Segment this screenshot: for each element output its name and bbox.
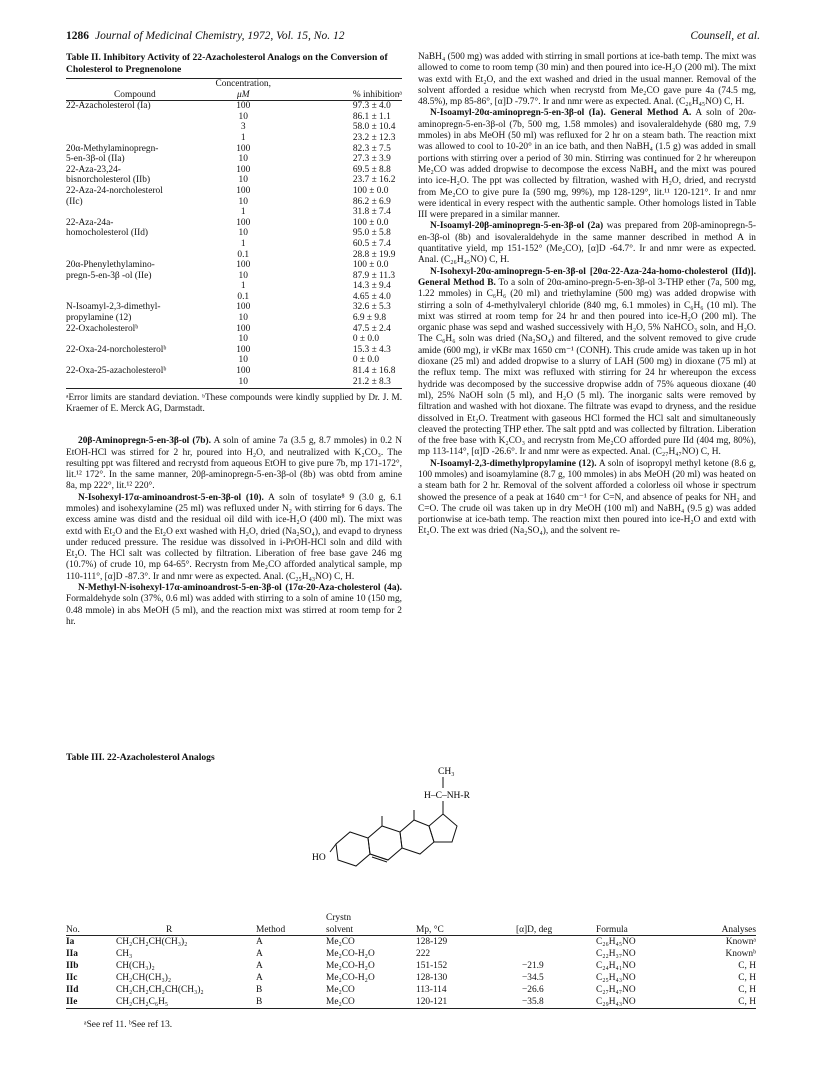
table3-footnote: ᵃSee ref 11. ᵇSee ref 13. bbox=[84, 1020, 173, 1030]
t2-cell-compound bbox=[66, 122, 204, 133]
t3-header-alpha: [α]D, deg bbox=[516, 923, 596, 936]
t3-header-crystn2: solvent bbox=[326, 923, 416, 936]
t2-cell-concentration: 100 bbox=[236, 143, 251, 154]
t3-cell-no: Ia bbox=[66, 937, 75, 947]
paragraph-heading: 20β-Aminopregn-5-en-3β-ol (7b). bbox=[78, 436, 211, 447]
table2-row bbox=[66, 239, 402, 250]
t2-cell-inhibition: 4.65 ± 4.0 bbox=[352, 291, 391, 302]
table2-body bbox=[66, 101, 402, 389]
t2-cell-inhibition: 14.3 ± 9.4 bbox=[352, 281, 391, 292]
t3-cell-r: CH₂CH(CH₃)₂ bbox=[116, 973, 172, 983]
t2-cell-concentration: 10 bbox=[238, 196, 248, 207]
t3-cell-method: A bbox=[256, 961, 263, 971]
t2-cell-compound: 22-Oxa-24-norcholesterolᵇ bbox=[66, 344, 167, 355]
t2-cell-compound: (IIc) bbox=[66, 196, 83, 207]
table2-row bbox=[66, 122, 402, 133]
t3-cell-solvent: Me₂CO bbox=[326, 985, 355, 995]
t3-cell-mp: 113-114 bbox=[416, 985, 447, 995]
right-column bbox=[418, 52, 756, 538]
t2-cell-concentration: 100 bbox=[236, 185, 251, 196]
table2-row bbox=[66, 345, 402, 356]
t2-cell-compound bbox=[66, 355, 204, 366]
t2-cell-inhibition: 82.3 ± 7.5 bbox=[352, 143, 391, 154]
table2-row bbox=[66, 218, 402, 229]
t2-cell-inhibition: 15.3 ± 4.3 bbox=[352, 344, 391, 355]
t3-cell-alpha bbox=[516, 936, 596, 949]
t2-cell-compound bbox=[66, 281, 204, 292]
t2-cell-inhibition: 21.2 ± 8.3 bbox=[283, 377, 402, 389]
t3-cell-formula: C₂₅H₄₃NO bbox=[596, 973, 636, 983]
paragraph-heading: N-Isohexyl-20α-aminopregn-5-en-3β-ol [20α-22-Aza-24a-homo-cholesterol (IId)]. General Method B. bbox=[418, 266, 756, 288]
t2-header-conc2: μM bbox=[204, 90, 283, 101]
t2-cell-compound bbox=[66, 334, 204, 345]
t3-cell-no: IIc bbox=[66, 973, 78, 983]
t2-cell-compound: 22-Azacholesterol (Ia) bbox=[66, 101, 151, 112]
table2 bbox=[66, 79, 402, 389]
paragraph-text: Formaldehyde soln (37%, 0.6 ml) was added with stirring to a soln of amine 10 (150 mg, 0.48 mmole) in abs MeOH (5 ml), and the reaction mixt was stirred at room temp for 2 hr. bbox=[66, 594, 402, 627]
t2-cell-compound: 20α-Phenylethylamino- bbox=[66, 260, 155, 271]
t2-cell-compound bbox=[66, 239, 204, 250]
author-header: Counsell, et al. bbox=[690, 30, 760, 42]
t3-header-crystn1: Crystn bbox=[326, 913, 352, 923]
t2-cell-inhibition: 86.2 ± 6.9 bbox=[352, 196, 391, 207]
t2-cell-inhibition: 6.9 ± 9.8 bbox=[352, 313, 387, 324]
table3-row bbox=[66, 996, 756, 1009]
t2-cell-concentration: 10 bbox=[238, 228, 248, 239]
t3-cell-mp: 120-121 bbox=[416, 996, 516, 1009]
t2-cell-inhibition: 27.3 ± 3.9 bbox=[352, 154, 391, 165]
paragraph-heading: N-Isoamyl-20α-aminopregn-5-en-3β-ol (Ia). General Method A. bbox=[430, 108, 692, 119]
paragraph-heading: N-Isoamyl-2,3-dimethylpropylamine (12). bbox=[430, 458, 597, 469]
table3-row bbox=[66, 948, 756, 960]
body-paragraph bbox=[418, 221, 756, 266]
t3-cell-mp: 128-129 bbox=[416, 937, 448, 947]
t3-header-analyses: Analyses bbox=[686, 923, 756, 936]
t2-cell-concentration: 100 bbox=[236, 366, 251, 377]
table2-row bbox=[66, 355, 402, 366]
struct-ch3-label: CH₃ bbox=[438, 767, 455, 777]
t3-cell-r: CH₂CH₂C₆H₅ bbox=[116, 996, 256, 1009]
t2-cell-inhibition: 69.5 ± 8.8 bbox=[352, 164, 391, 175]
table2-row bbox=[66, 133, 402, 144]
t3-cell-analyses: C, H bbox=[686, 996, 756, 1009]
table3-row bbox=[66, 972, 756, 984]
paragraph-heading: N-Isoamyl-20β-aminopregn-5-en-3β-ol (2a) bbox=[430, 221, 604, 232]
table3-row bbox=[66, 960, 756, 972]
t2-cell-inhibition: 100 ± 0.0 bbox=[352, 185, 389, 196]
t3-cell-solvent: Me₂CO-H₂O bbox=[326, 961, 375, 971]
t3-cell-method: B bbox=[256, 985, 263, 995]
t2-cell-compound: 22-Oxacholesterolᵇ bbox=[66, 323, 139, 334]
body-paragraph bbox=[418, 52, 756, 108]
table2-row bbox=[66, 366, 402, 377]
table3-row bbox=[66, 984, 756, 996]
t2-cell-concentration: 0.1 bbox=[237, 291, 250, 302]
body-paragraph bbox=[418, 459, 756, 538]
t2-cell-compound: N-Isoamyl-2,3-dimethyl- bbox=[66, 302, 161, 313]
table2-row bbox=[66, 324, 402, 335]
left-column bbox=[66, 52, 402, 628]
t2-cell-compound bbox=[66, 292, 204, 303]
steroid-ring-skeleton bbox=[330, 810, 457, 866]
t2-cell-compound: homocholesterol (IId) bbox=[66, 228, 149, 239]
t2-cell-inhibition: 32.6 ± 5.3 bbox=[352, 302, 391, 313]
body-paragraph bbox=[66, 583, 402, 628]
t3-cell-r: CH₃ bbox=[116, 949, 133, 959]
t3-header-formula: Formula bbox=[596, 923, 686, 936]
t3-cell-formula: C₂₆H₄₅NO bbox=[596, 937, 636, 947]
t2-cell-concentration: 10 bbox=[238, 175, 248, 186]
t2-cell-compound: bisnorcholesterol (IIb) bbox=[66, 175, 151, 186]
t2-cell-inhibition: 100 ± 0.0 bbox=[352, 260, 389, 271]
t2-cell-compound: 20α-Methylaminopregn- bbox=[66, 143, 159, 154]
t3-cell-alpha: −21.9 bbox=[522, 961, 544, 971]
left-body-text bbox=[66, 436, 402, 628]
t3-cell-no: IIb bbox=[66, 961, 79, 971]
table2-row bbox=[66, 165, 402, 176]
table2-row bbox=[66, 302, 402, 313]
t3-cell-solvent: Me₂CO bbox=[326, 937, 355, 947]
t2-cell-inhibition: 100 ± 0.0 bbox=[352, 217, 389, 228]
body-paragraph bbox=[418, 108, 756, 221]
table2-row bbox=[66, 271, 402, 282]
t2-cell-concentration: 10 bbox=[238, 313, 248, 324]
t2-cell-inhibition: 23.7 ± 16.2 bbox=[352, 175, 396, 186]
t2-cell-inhibition: 0 ± 0.0 bbox=[352, 355, 380, 366]
t3-cell-formula: C₂₂H₃₇NO bbox=[596, 949, 636, 959]
t3-cell-solvent: Me₂CO-H₂O bbox=[326, 973, 375, 983]
t3-cell-solvent: Me₂CO-H₂O bbox=[326, 949, 375, 959]
table3 bbox=[66, 911, 756, 1009]
body-paragraph bbox=[66, 436, 402, 492]
t3-cell-analyses: C, H bbox=[738, 961, 756, 971]
paragraph-heading: N-Methyl-N-isohexyl-17α-aminoandrost-5-en-3β-ol (17α-20-Aza-cholesterol (4a). bbox=[78, 583, 402, 594]
body-paragraph bbox=[66, 493, 402, 583]
table3-caption: Table III. 22-Azacholesterol Analogs bbox=[66, 752, 215, 763]
t2-cell-concentration: 1 bbox=[240, 207, 246, 218]
t2-cell-concentration: 100 bbox=[236, 260, 251, 271]
t2-cell-inhibition: 47.5 ± 2.4 bbox=[352, 323, 391, 334]
t2-cell-concentration: 3 bbox=[240, 122, 246, 133]
t3-cell-formula: C₂₉H₄₃NO bbox=[596, 996, 686, 1009]
paragraph-text: A soln of isopropyl methyl ketone (8.6 g, 100 mmoles) and isoamylamine (8.7 g, 100 mmoles) in abs MeOH (20 ml) was heated on a steam bath for 2 hr. Removal of the solvent afforded a colorless oil whose ir spectrum showed the presence of a peak at 1640 cm⁻¹ for C=N, and absence of peaks for NH₂ and C=O. The crude oil was taken up in dry MeOH (100 ml) and NaBH₄ (9.5 g) was added portionwise at ice-bath temp. The reaction mixt then poured into ice-H₂O and extd with Et₂O. The ext was dried (Na₂SO₄), and the solvent re- bbox=[418, 458, 756, 537]
t2-cell-inhibition: 60.5 ± 7.4 bbox=[352, 238, 391, 249]
paragraph-text: A soln of tosylate⁸ 9 (3.0 g, 6.1 mmoles) and isohexylamine (25 ml) was refluxed under N₂ with stirring for 6 days. The excess amine was distd and the residual oil dild with ice-H₂O (400 ml). The mixt was extd with Et₂O and the Et₂O ext washed with H₂O, dried (Na₂SO₄), and evapd to dryness under reduced pressure. The residue was dissolved in i-PrOH-HCl soln and dild with Et₂O. The HCl salt was collected by filtration. Liberation of free base gave 246 mg (10.7%) of crude 10, mp 64-65°. Recrystn from Me₂CO afforded analytical sample, mp 110-111°, [α]D -87.3°. Ir and nmr were as expected. Anal. (C₂₅H₄₃NO) C, H. bbox=[66, 492, 402, 582]
t2-cell-compound bbox=[66, 112, 204, 123]
t3-cell-formula: C₂₄H₄₁NO bbox=[596, 961, 636, 971]
t2-cell-concentration: 10 bbox=[238, 154, 248, 165]
t2-cell-inhibition: 86.1 ± 1.1 bbox=[352, 111, 391, 122]
t2-cell-inhibition: 31.8 ± 7.4 bbox=[352, 207, 391, 218]
t3-cell-no: IId bbox=[66, 985, 79, 995]
t2-cell-concentration: 10 bbox=[238, 355, 248, 366]
t3-cell-no: IIe bbox=[66, 996, 116, 1009]
t2-cell-concentration: 10 bbox=[238, 111, 248, 122]
t3-cell-analyses: Knownᵇ bbox=[725, 949, 756, 959]
table2-row bbox=[66, 281, 402, 292]
t3-cell-method: A bbox=[256, 973, 263, 983]
t2-cell-inhibition: 58.0 ± 10.4 bbox=[352, 122, 396, 133]
t2-cell-compound: propylamine (12) bbox=[66, 313, 132, 324]
t3-cell-mp: 128-130 bbox=[416, 973, 448, 983]
t3-header-mp: Mp, °C bbox=[416, 923, 516, 936]
paragraph-heading: N-Isohexyl-17α-aminoandrost-5-en-3β-ol (10). bbox=[78, 492, 264, 503]
table2-row bbox=[66, 197, 402, 208]
t2-cell-concentration: 1 bbox=[240, 281, 246, 292]
t2-cell-inhibition: 81.4 ± 16.8 bbox=[352, 366, 396, 377]
t3-cell-r: CH₂CH₂CH₂CH(CH₃)₂ bbox=[116, 985, 204, 995]
t2-cell-compound: 5-en-3β-ol (IIa) bbox=[66, 154, 125, 165]
t3-cell-alpha: −35.8 bbox=[516, 996, 596, 1009]
t2-cell-compound bbox=[66, 250, 204, 261]
t2-header-inhibition: % inhibitionᵃ bbox=[283, 90, 402, 101]
t3-cell-solvent: Me₂CO bbox=[326, 996, 416, 1009]
t2-header-compound: Compound bbox=[66, 90, 204, 101]
t2-cell-inhibition: 23.2 ± 12.3 bbox=[352, 132, 396, 143]
t3-cell-analyses: Knownᵃ bbox=[725, 937, 756, 947]
table2-row bbox=[66, 313, 402, 324]
table2-row bbox=[66, 186, 402, 197]
table2-row bbox=[66, 112, 402, 123]
journal-name: Journal of Medicinal Chemistry, 1972, Vol. 15, No. 12 bbox=[95, 30, 345, 42]
t2-cell-concentration: 10 bbox=[204, 377, 283, 389]
t2-cell-compound: 22-Aza-23,24- bbox=[66, 164, 121, 175]
t3-cell-analyses: C, H bbox=[738, 985, 756, 995]
t2-cell-compound bbox=[66, 207, 204, 218]
table2-row bbox=[66, 228, 402, 239]
t2-cell-concentration: 100 bbox=[236, 164, 251, 175]
t3-cell-alpha: −34.5 bbox=[522, 973, 544, 983]
t2-cell-concentration: 10 bbox=[238, 334, 248, 345]
table2-row bbox=[66, 207, 402, 218]
t2-cell-inhibition: 0 ± 0.0 bbox=[352, 334, 380, 345]
t2-cell-concentration: 100 bbox=[236, 302, 251, 313]
paragraph-text: NaBH₄ (500 mg) was added with stirring in small portions at ice-bath temp. The mixt was allowed to come to room temp (30 min) and then poured into ice-H₂O (200 ml). The mixt was extd with Et₂O, and the ext washed and dried in the usual manner. Removal of the solvent afforded a residue which when recrystd from Me₂CO gave pure 4a (74.5 mg, 48.5%), mp 85-86°, [α]D -79.7°. Ir and nmr were as expected. Anal. (C₂₆H₄₅NO) C, H. bbox=[418, 52, 756, 108]
running-header bbox=[66, 30, 760, 46]
table2-caption: Table II. Inhibitory Activity of 22-Azacholesterol Analogs on the Conversion of Cholesterol to Pregnenolone bbox=[66, 52, 388, 75]
t3-cell-r: CH(CH₃)₂ bbox=[116, 961, 155, 971]
t2-cell-concentration: 1 bbox=[240, 132, 246, 143]
t2-cell-compound bbox=[66, 377, 204, 389]
body-paragraph bbox=[418, 267, 756, 459]
t2-cell-compound: 22-Aza-24-norcholesterol bbox=[66, 185, 163, 196]
t2-cell-compound bbox=[66, 133, 204, 144]
t2-cell-inhibition: 28.8 ± 19.9 bbox=[352, 249, 396, 260]
t2-cell-concentration: 100 bbox=[236, 344, 251, 355]
t3-cell-r: CH₂CH₂CH(CH₃)₂ bbox=[116, 937, 188, 947]
table2-footnote: ᵃError limits are standard deviation. ᵇThese compounds were kindly supplied by Dr. J. M. Kraemer of E. Merck AG, Darmstadt. bbox=[66, 392, 402, 414]
t2-cell-inhibition: 97.3 ± 4.0 bbox=[352, 101, 391, 112]
t2-cell-inhibition: 87.9 ± 11.3 bbox=[352, 270, 396, 281]
t3-cell-formula: C₂₇H₄₇NO bbox=[596, 985, 636, 995]
t2-cell-concentration: 100 bbox=[236, 101, 251, 112]
table2-row bbox=[66, 175, 402, 186]
table3-body bbox=[66, 936, 756, 1009]
t2-cell-compound: 22-Aza-24a- bbox=[66, 217, 114, 228]
t3-cell-alpha bbox=[516, 948, 596, 960]
table2-row bbox=[66, 101, 402, 112]
paragraph-text: A soln of amine 7a (3.5 g, 8.7 mmoles) in 0.2 N EtOH-HCl was stirred for 2 hr, poured into H₂O, and neutralized with K₂CO₃. The resulting ppt was filtered and recrystd from aqueous EtOH to give pure 7b, mp 171-172°, lit.¹² 172°. In the same manner, 20β-aminopregn-5-en-3β-ol (8b) was obtd from amine 8a, mp 222°, lit.¹² 220°. bbox=[66, 436, 403, 492]
struct-side-chain-label: H–C–NH-R bbox=[424, 791, 470, 801]
t2-cell-concentration: 100 bbox=[236, 323, 251, 334]
table2-row bbox=[66, 377, 402, 389]
table2-row bbox=[66, 334, 402, 345]
table3-row bbox=[66, 936, 756, 949]
page-number: 1286 bbox=[66, 30, 89, 42]
t3-cell-method: A bbox=[256, 937, 263, 947]
t3-header-no: No. bbox=[66, 923, 116, 936]
t3-cell-method: A bbox=[256, 949, 263, 959]
t3-cell-mp: 151-152 bbox=[416, 961, 448, 971]
paragraph-text: A soln of 20α-aminopregn-5-en-3β-ol (7b, 500 mg, 1.58 mmoles) and isovaleraldehyde (680 mg, 7.9 mmoles) in abs MeOH (50 ml) was refluxed for 2 hr on a steam bath. The reaction mixt was allowed to cool to 10-20° in an ice bath, and then NaBH₄ (1.5 g) was added in small portions with stirring over a period of 30 min. Stirring was continued for 2 hr whereupon Me₂CO was added dropwise to decompose the excess NaBH₄ and the mixt was poured into ice-H₂O. The ppt was collected by filtration, washed with H₂O, dried, and recrystd from Me₂CO to give pure Ia (590 mg, 99%), mp 128-129°, lit.¹¹ 120-121°. Ir and nmr were identical in every respect with the authentic sample. Other homologs listed in Table III were prepared in a similar manner. bbox=[418, 108, 756, 221]
paragraph-text: was prepared from 20β-aminopregn-5-en-3β-ol (8b) and isovaleraldehyde in the same manner described in method A in quantitative yield, mp 151-152° (Me₂CO), [α]D -64.7°. Ir and nmr were as expected. Anal. (C₂₆H₄₅NO) C, H. bbox=[418, 221, 756, 266]
t3-header-method: Method bbox=[256, 923, 326, 936]
table2-row bbox=[66, 154, 402, 165]
t3-cell-mp: 222 bbox=[416, 949, 431, 959]
struct-ho-label: HO bbox=[312, 853, 326, 863]
t3-header-r: R bbox=[116, 923, 256, 936]
t2-cell-concentration: 1 bbox=[240, 238, 246, 249]
t3-cell-method: B bbox=[256, 996, 326, 1009]
table2-row bbox=[66, 144, 402, 155]
paragraph-text: To a soln of 20α-amino-pregn-5-en-3β-ol 3-THP ether (7a, 500 mg, 1.22 mmoles) in C₆H₆ (20 ml) and triethylamine (500 mg) was added dropwise with stirring a soln of 4-methylvaleryl chloride (840 mg, 6.1 mmoles) in C₆H₆ (10 ml). The mixt was stirred at room temp for 24 hr and then poured into ice-H₂O (200 ml). The organic phase was sepd and washed successively with H₂O, 5% NaHCO₃ soln, and H₂O. The C₆H₆ soln was dried (Na₂SO₄) and filtered, and the solvent removed to give crude amide (600 mg), ir νKBr max 1650 cm⁻¹ (CONH). This crude amide was taken up in hot dioxane (25 ml) and added dropwise to a slurry of LAH (500 mg) in dioxane (75 ml) at the reflux temp. The mixt was refluxed with stirring for 24 hr whereupon the excess hydride was decomposed by the successive dropwise addn of 75% aqueous dioxane (40 ml), 25% NaOH soln (5 ml), and H₂O (5 ml). The inorganic salts were removed by filtration and washed with hot dioxane. The filtrate was evapd to dryness, and the residue dissolved in Et₂O. Treatment with gaseous HCl formed the HCl salt and simultaneously cleaved the protecting THP ether. The salt pptd and was collected by filtration. Liberation of the free base with K₂CO₃ and recrystn from Me₂CO afforded pure IId (404 mg, 80%), mp 113-114°, [α]D -26.6°. Ir and nmr were as expected. Anal. (C₂₇H₄₇NO) C, H. bbox=[418, 277, 756, 458]
page-header-left bbox=[66, 30, 344, 42]
t2-header-conc1: Concentration, bbox=[215, 79, 271, 89]
t2-cell-inhibition: 95.0 ± 5.8 bbox=[352, 228, 391, 239]
steroid-structure-diagram bbox=[310, 762, 570, 912]
t3-cell-alpha: −26.6 bbox=[522, 985, 544, 995]
table2-row bbox=[66, 250, 402, 261]
t2-cell-concentration: 10 bbox=[238, 270, 248, 281]
t2-cell-compound: 22-Oxa-25-azacholesterolᵇ bbox=[66, 366, 167, 377]
t3-cell-no: IIa bbox=[66, 949, 78, 959]
table2-row bbox=[66, 292, 402, 303]
table2-row bbox=[66, 260, 402, 271]
t2-cell-concentration: 100 bbox=[236, 217, 251, 228]
t2-cell-concentration: 0.1 bbox=[237, 249, 250, 260]
t2-cell-compound: pregn-5-en-3β -ol (IIe) bbox=[66, 270, 152, 281]
t3-cell-analyses: C, H bbox=[738, 973, 756, 983]
